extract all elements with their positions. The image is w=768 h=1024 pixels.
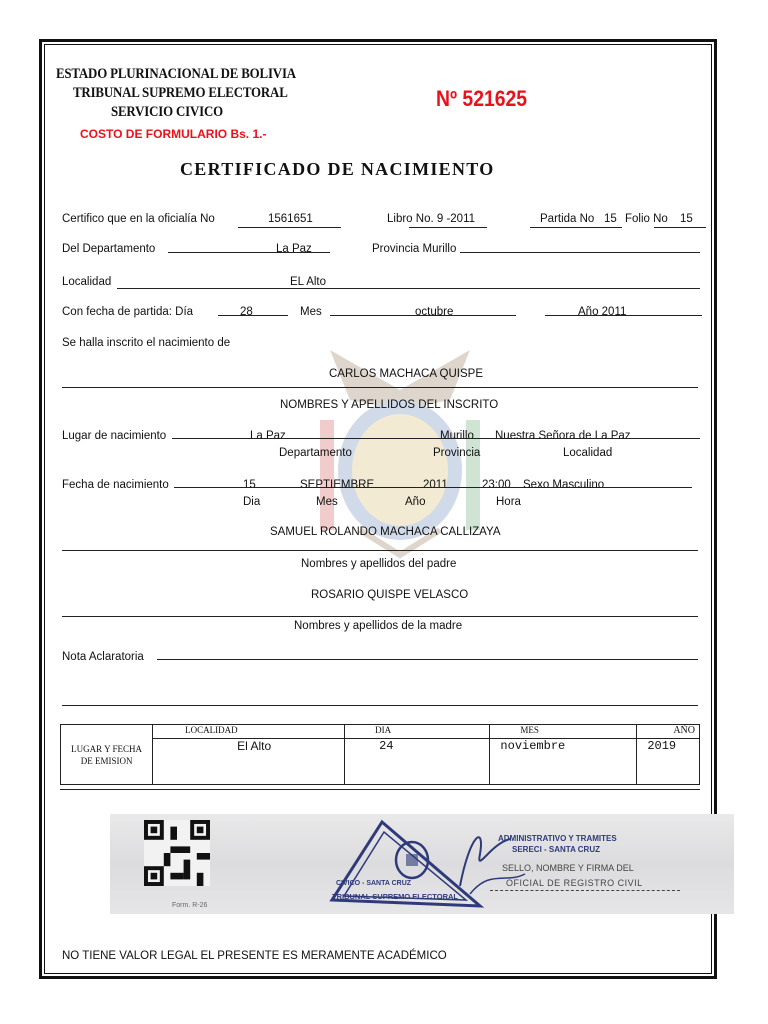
header-localidad: LOCALIDAD: [153, 725, 345, 739]
form-number: Form. R-26: [172, 902, 208, 909]
birth-hour: 23:00: [482, 479, 511, 491]
anio-line: [545, 315, 702, 316]
header-tribunal: TRIBUNAL SUPREMO ELECTORAL: [73, 85, 288, 101]
oficialia-line: [238, 227, 341, 228]
form-cost: COSTO DE FORMULARIO Bs. 1.-: [80, 127, 267, 141]
mother-line: [62, 616, 698, 617]
lugar-line: [172, 438, 700, 439]
qr-code-icon: [142, 820, 212, 886]
oficialia-value: 1561651: [268, 213, 313, 225]
oficialia-label: Certifico que en la oficialía No: [62, 213, 215, 225]
fecha-partida-anio: Año 2011: [578, 306, 627, 318]
stamp-line-2: SERECI - SANTA CRUZ: [512, 845, 600, 854]
emission-mes: noviembre: [490, 739, 637, 785]
emission-row-label-2: DE EMISION: [80, 756, 133, 766]
mother-caption: Nombres y apellidos de la madre: [294, 620, 463, 632]
departamento-line: [168, 252, 330, 253]
partida-line: [530, 227, 622, 228]
caption-hora: Hora: [496, 496, 521, 508]
person-name-line: [62, 387, 698, 388]
caption-provincia: Provincia: [433, 447, 481, 459]
lugar-prov: Murillo: [440, 430, 474, 442]
fecha-partida-label: Con fecha de partida: Día: [62, 306, 194, 318]
caption-localidad: Localidad: [563, 447, 613, 459]
folio-label: Folio No: [625, 213, 668, 225]
lugar-nacimiento-label: Lugar de nacimiento: [62, 430, 167, 442]
caption-dia: Dia: [243, 496, 261, 508]
mother-name: ROSARIO QUISPE VELASCO: [311, 589, 469, 601]
emission-table: [60, 724, 700, 785]
provincia-line: [460, 252, 700, 253]
localidad-value: EL Alto: [290, 276, 327, 288]
fecha-partida-mes-label: Mes: [300, 306, 322, 318]
provincia-value: Provincia Murillo: [372, 243, 457, 255]
mes-line: [330, 315, 516, 316]
disclaimer: NO TIENE VALOR LEGAL EL PRESENTE ES MERAMENTE ACADÉMICO: [62, 950, 447, 962]
emission-row-label-1: LUGAR Y FECHA: [71, 744, 142, 754]
person-name: CARLOS MACHACA QUISPE: [329, 368, 484, 380]
libro-value: Libro No. 9 -2011: [387, 213, 476, 225]
emission-anio: 2019: [637, 739, 700, 785]
folio-value: 15: [680, 213, 693, 225]
page-title: CERTIFICADO DE NACIMIENTO: [180, 159, 495, 179]
certificate-number: Nº 521625: [436, 86, 528, 111]
person-name-caption: NOMBRES Y APELLIDOS DEL INSCRITO: [280, 399, 499, 411]
nota-line-1: [157, 659, 698, 660]
emission-localidad: El Alto: [153, 739, 345, 785]
stamp-line-1: ADMINISTRATIVO Y TRAMITES: [498, 834, 617, 843]
localidad-label: Localidad: [62, 276, 112, 288]
localidad-line: [117, 288, 700, 289]
lugar-depto: La Paz: [250, 430, 286, 442]
header-state: ESTADO PLURINACIONAL DE BOLIVIA: [56, 66, 296, 82]
caption-mes: Mes: [316, 496, 338, 508]
father-line: [62, 550, 698, 551]
father-name: SAMUEL ROLANDO MACHACA CALLIZAYA: [270, 526, 501, 538]
header-service: SERVICIO CIVICO: [111, 104, 224, 120]
birth-day: 15: [243, 479, 256, 491]
caption-departamento: Departamento: [279, 447, 352, 459]
departamento-label: Del Departamento: [62, 243, 156, 255]
stamp-strip: [110, 814, 734, 914]
inscrito-label: Se halla inscrito el nacimiento de: [62, 337, 231, 349]
departamento-value: La Paz: [276, 243, 312, 255]
header-dia: DIA: [345, 725, 490, 739]
fecha-nacimiento-label: Fecha de nacimiento: [62, 479, 169, 491]
header-anio: AÑO: [637, 725, 700, 739]
emission-row-label: [61, 725, 153, 785]
seal-bottom-text: TRIBUNAL SUPREMO ELECTORAL: [332, 892, 458, 901]
emission-dia: 24: [345, 739, 490, 785]
stamp-line-4: OFICIAL DE REGISTRO CIVIL: [506, 878, 643, 888]
nota-aclaratoria-label: Nota Aclaratoria: [62, 651, 144, 663]
birth-sex: Sexo Masculino: [523, 479, 605, 491]
lugar-loc: Nuestra Señora de La Paz: [495, 430, 631, 442]
dia-line: [218, 315, 288, 316]
birth-month: SEPTIEMBRE: [300, 479, 375, 491]
father-caption: Nombres y apellidos del padre: [301, 558, 457, 570]
caption-anio: Año: [405, 496, 426, 508]
fecha-partida-dia: 28: [240, 306, 253, 318]
signature-line: [490, 890, 680, 891]
folio-line: [654, 227, 706, 228]
emission-bottom-line: [60, 789, 700, 790]
seal-mid-text: CIVICO - SANTA CRUZ: [336, 880, 412, 887]
fecha-partida-mes: octubre: [415, 306, 454, 318]
partida-label: Partida No: [540, 213, 595, 225]
stamp-line-3: SELLO, NOMBRE Y FIRMA DEL: [502, 863, 634, 873]
nota-line-2: [62, 705, 698, 706]
header-mes: MES: [490, 725, 637, 739]
libro-line: [409, 227, 487, 228]
fecha-nacimiento-line: [174, 487, 692, 488]
partida-value: 15: [604, 213, 617, 225]
birth-year: 2011: [423, 479, 448, 491]
